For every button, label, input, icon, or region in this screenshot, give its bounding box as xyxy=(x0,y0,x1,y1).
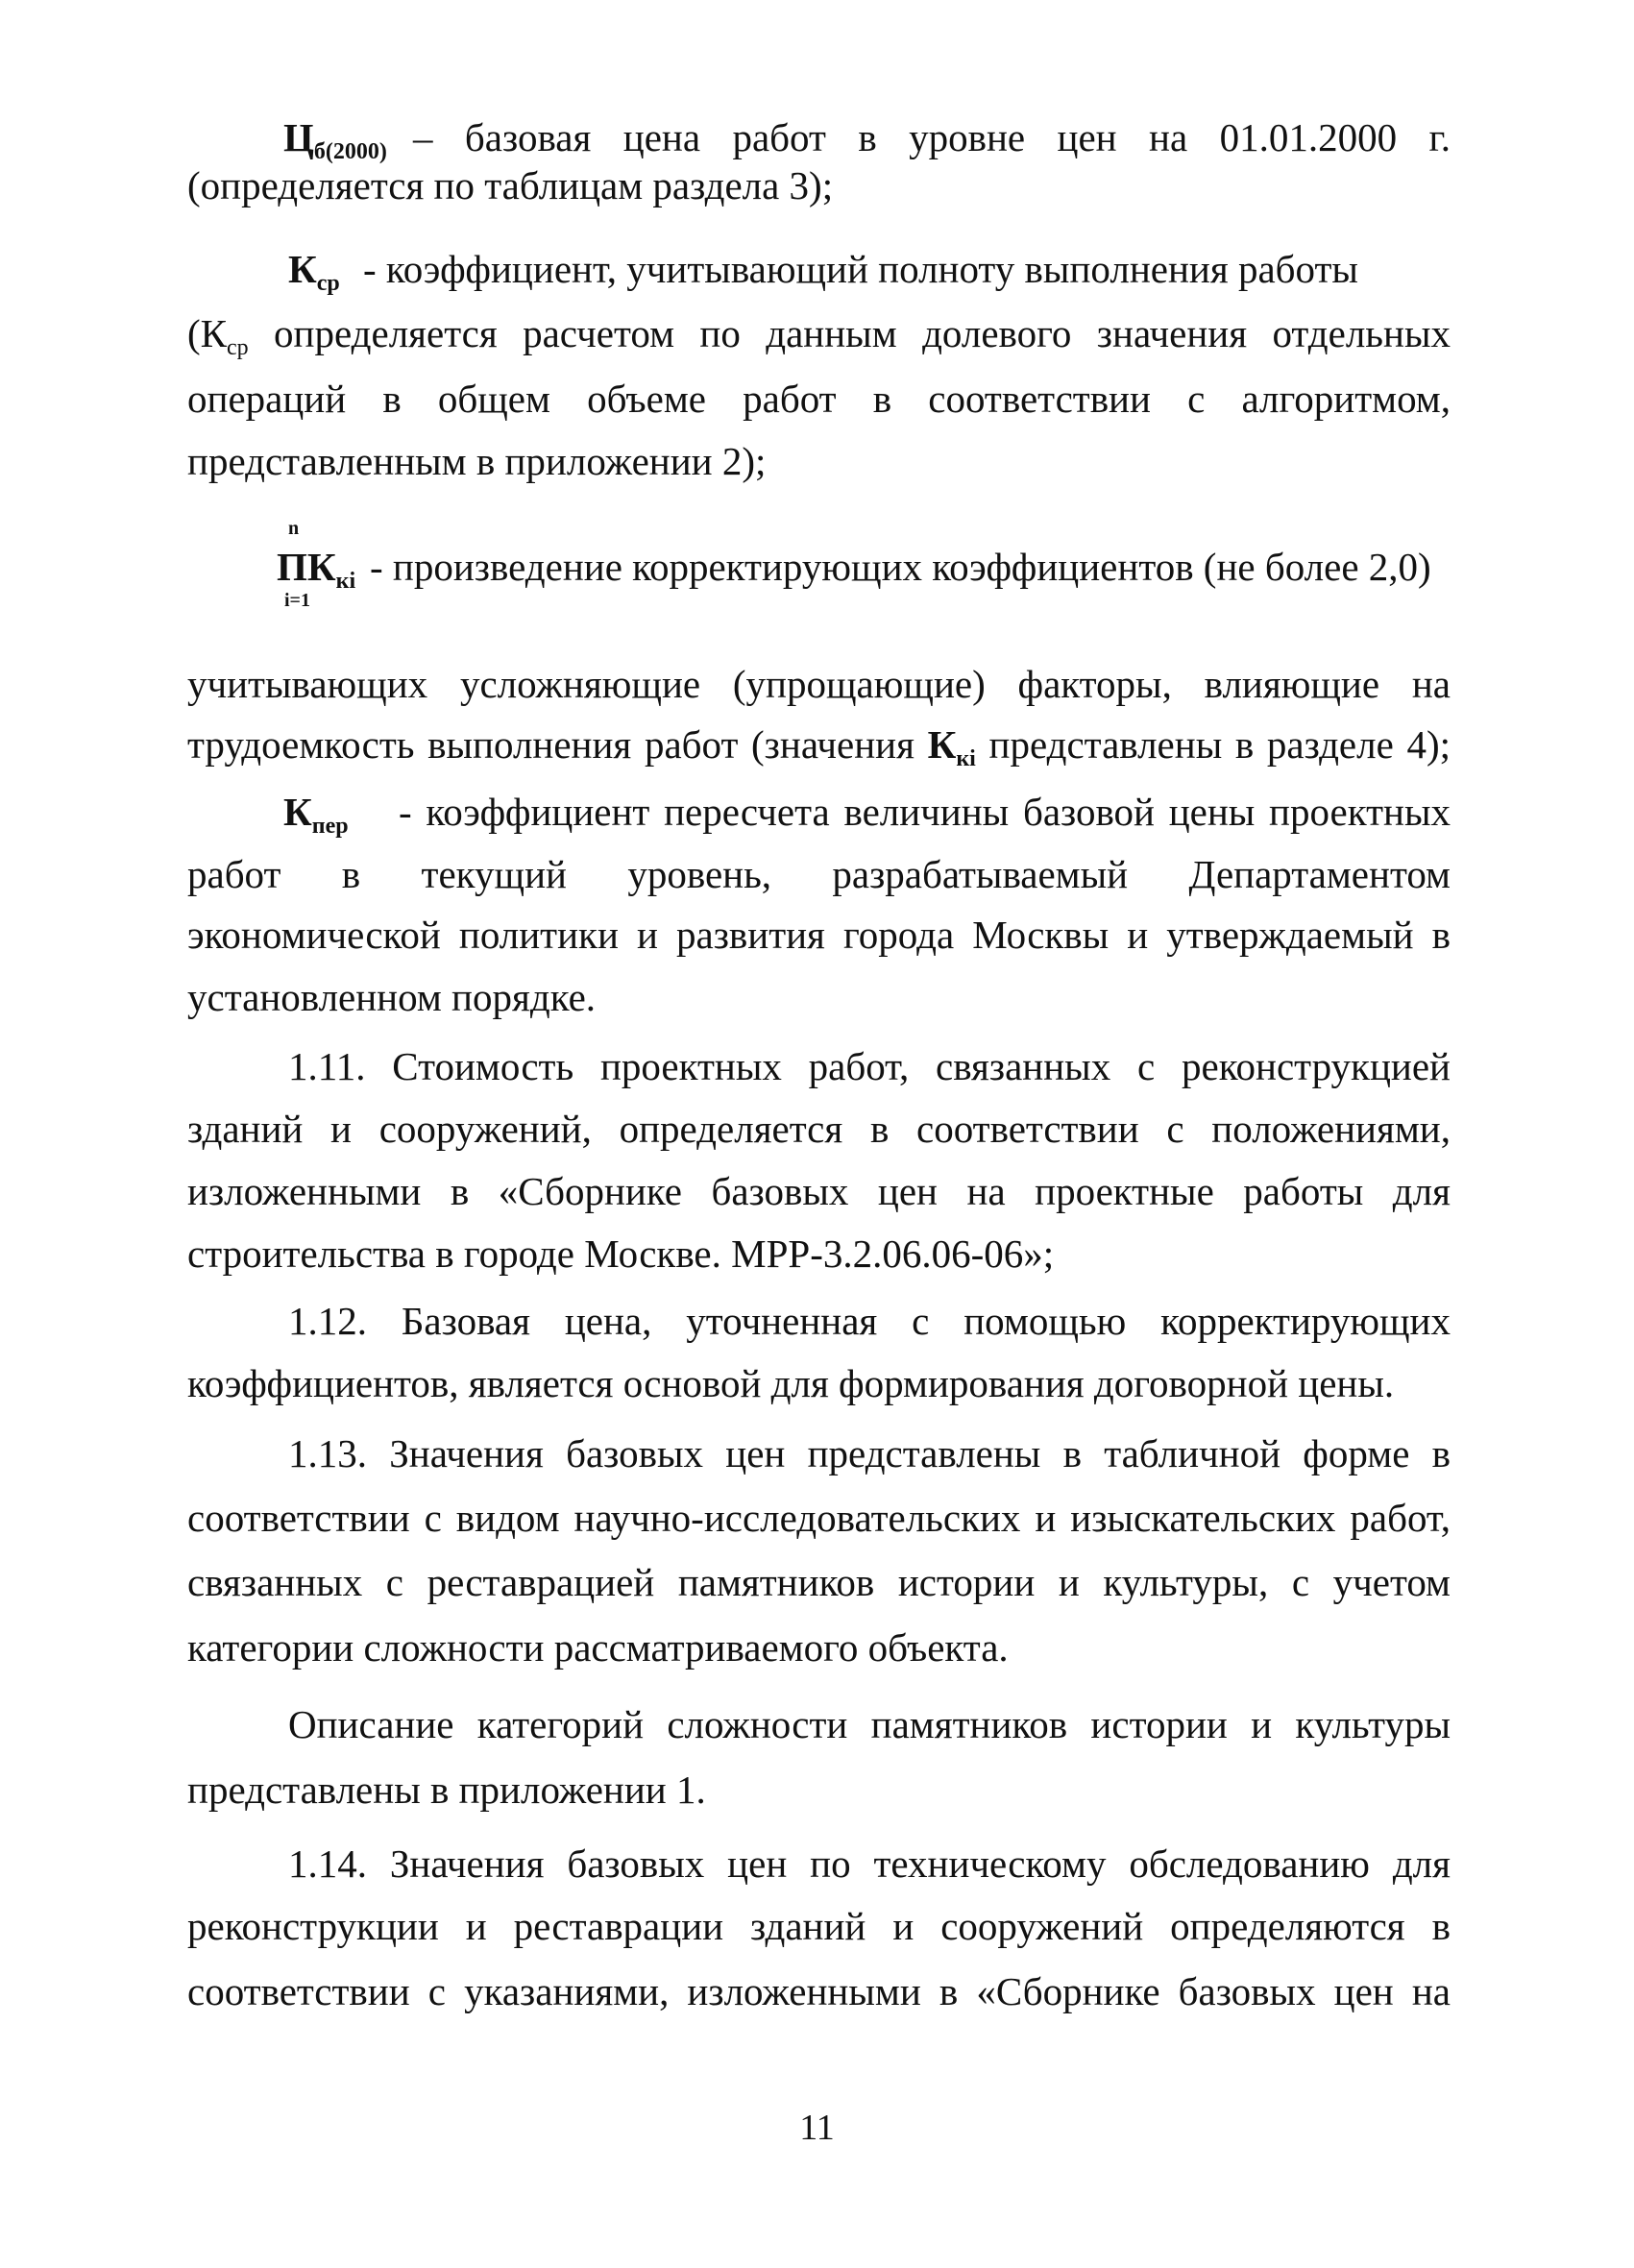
line-9: трудоемкость выполнения работ (значения $К_{кi}$ представлены в разделе 4); xyxy=(187,722,1451,771)
line-19: коэффициентов, является основой для формирования договорной цены. xyxy=(187,1361,1395,1405)
line-15: зданий и сооружений, определяется в соответствии с положениями, xyxy=(187,1107,1451,1151)
product-lower-limit: i=1 xyxy=(284,590,310,611)
product-upper-limit: n xyxy=(288,518,300,539)
line-12: экономической политики и развития города Москвы и утверждаемый в xyxy=(187,913,1451,957)
para-description: Описание категорий сложности памятников истории и культуры xyxy=(288,1702,1451,1746)
line-27: реконструкции и реставрации зданий и сооружений определяются в xyxy=(187,1904,1451,1948)
line-17: строительства в городе Москве. МРР-3.2.06.06-06»; xyxy=(187,1232,1055,1276)
line-16: изложенными в «Сборнике базовых цен на проектные работы для xyxy=(187,1169,1451,1213)
para-1-14: 1.14. Значения базовых цен по техническому обследованию для xyxy=(288,1841,1451,1886)
line-5: операций в общем объеме работ в соответствии с алгоритмом, xyxy=(187,377,1451,421)
line-11: работ в текущий уровень, разрабатываемый Департаментом xyxy=(187,852,1451,896)
line-3: - коэффициент, учитывающий полноту выполнения работы xyxy=(363,247,1358,291)
line-21: соответствии с видом научно-исследовательских и изыскательских работ, xyxy=(187,1496,1451,1540)
product-formula: $ПК_{кi}$ xyxy=(277,545,356,594)
line-25: представлены в приложении 1. xyxy=(187,1768,706,1812)
line-4: (Кср определяется расчетом по данным долевого значения отдельных xyxy=(187,311,1451,360)
para-1-11: 1.11. Стоимость проектных работ, связанных с реконструкцией xyxy=(288,1044,1451,1088)
line-28: соответствии с указаниями, изложенными в «Сборнике базовых цен на xyxy=(187,1969,1451,2013)
page-number: 11 xyxy=(799,2108,835,2148)
line-13: установленном порядке. xyxy=(187,975,597,1019)
line-22: связанных с реставрацией памятников истории и культуры, с учетом xyxy=(187,1560,1451,1604)
para-1-13: 1.13. Значения базовых цен представлены в табличной форме в xyxy=(288,1431,1451,1475)
line-8: учитывающих усложняющие (упрощающие) факторы, влияющие на xyxy=(187,662,1451,706)
var-k-sr: $К_{ср}$ xyxy=(288,247,340,296)
line-2: (определяется по таблицам раздела 3); xyxy=(187,163,834,207)
line-10: - коэффициент пересчета величины базовой цены проектных xyxy=(399,790,1451,834)
line-23: категории сложности рассматриваемого объекта. xyxy=(187,1625,1009,1670)
line-1: – базовая цена работ в уровне цен на 01.01.2000 г. xyxy=(413,115,1451,159)
line-6: представленным в приложении 2); xyxy=(187,439,767,483)
line-7: - произведение корректирующих коэффициентов (не более 2,0) xyxy=(370,545,1431,589)
para-1-12: 1.12. Базовая цена, уточненная с помощью корректирующих xyxy=(288,1299,1451,1343)
var-c-base-2000: $Ц_{б(2000)}$ xyxy=(283,115,387,164)
var-k-per: $К_{пер}$ xyxy=(283,790,349,839)
